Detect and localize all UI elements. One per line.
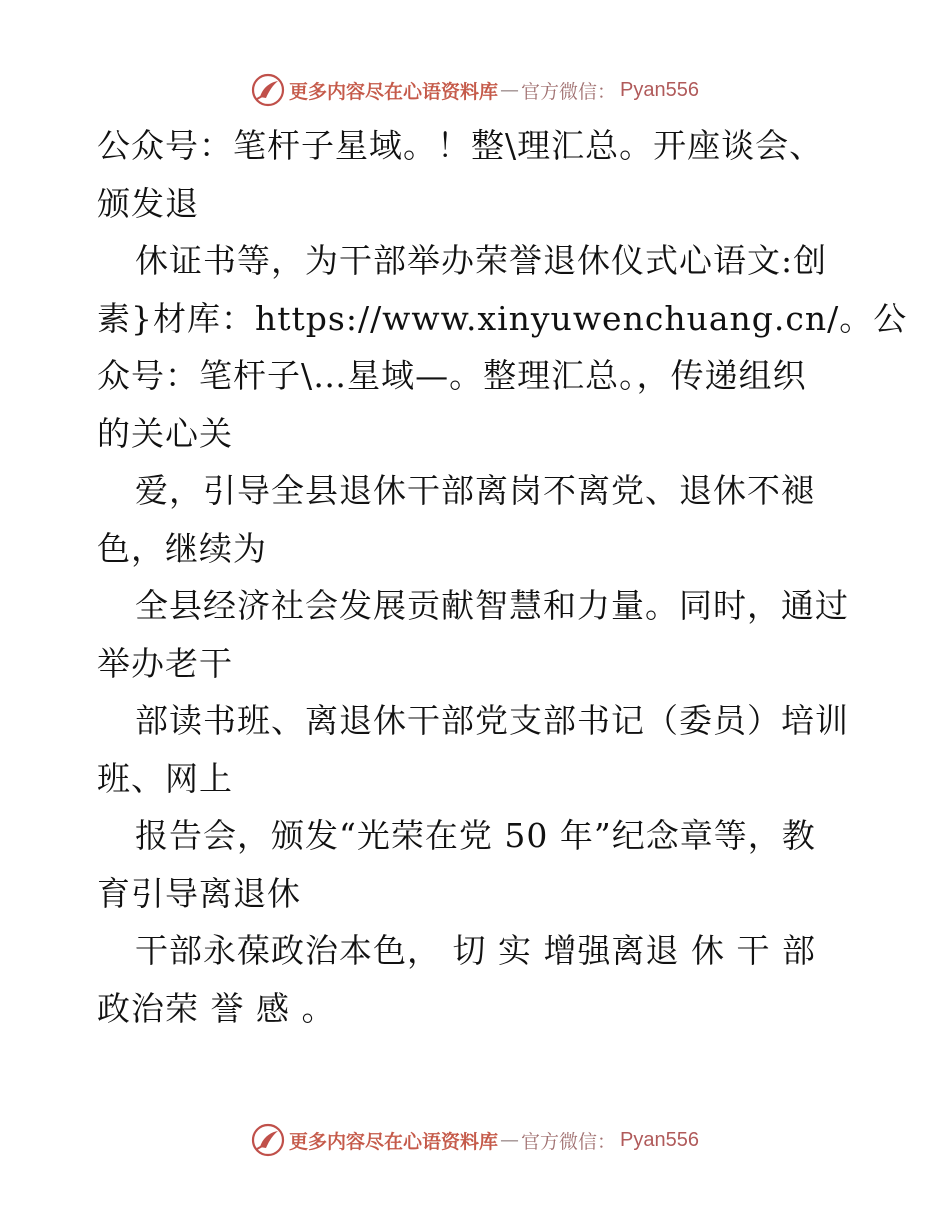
body-line: 报告会，颁发“光荣在党 50 年”纪念章等，教	[135, 816, 816, 855]
footer-wechat-id: Pyan556	[620, 1128, 699, 1151]
body-line: 众号：笔杆子\…星域—。整理汇总。，传递组织	[97, 356, 807, 395]
footer-dash: —	[500, 1129, 520, 1151]
body-line: 爱，引导全县退休干部离岗不离党、退休不褪	[135, 471, 815, 510]
body-line: 全县经济社会发展贡献智慧和力量。同时，通过	[135, 586, 849, 625]
brand-logo-icon	[251, 73, 285, 107]
body-line: 公众号：笔杆子星域。！整\理汇总。开座谈会、	[97, 126, 824, 165]
document-body	[97, 117, 908, 1037]
header-dash: —	[500, 79, 520, 101]
header-wechat-label: 官方微信：	[521, 80, 617, 103]
header-brand-text: 更多内容尽在心语资料库	[289, 80, 499, 103]
body-line: 部读书班、离退休干部党支部书记（委员）培训	[135, 701, 849, 740]
header-banner	[0, 70, 950, 110]
body-line: 育引导离退休	[97, 873, 301, 913]
header-wechat-id: Pyan556	[620, 78, 699, 101]
footer-wechat-label: 官方微信：	[521, 1130, 617, 1153]
body-line: 班、网上	[97, 758, 233, 798]
body-line: 举办老干	[97, 643, 233, 683]
body-line: 政治荣 誉 感 。	[97, 988, 336, 1028]
body-line: 干部永葆政治本色， 切 实 增强离退 休 干 部	[135, 931, 816, 970]
body-line: 休证书等，为干部举办荣誉退休仪式心语文:创	[135, 241, 828, 280]
footer-brand-text: 更多内容尽在心语资料库	[289, 1130, 499, 1153]
body-line-link: 素}材库：https://www.xinyuwenchuang.cn/。公	[97, 298, 908, 338]
body-line: 色，继续为	[97, 528, 267, 568]
footer-banner	[0, 1120, 950, 1160]
body-line: 的关心关	[97, 413, 233, 453]
body-line: 颁发退	[97, 183, 199, 223]
brand-logo-icon	[251, 1123, 285, 1157]
